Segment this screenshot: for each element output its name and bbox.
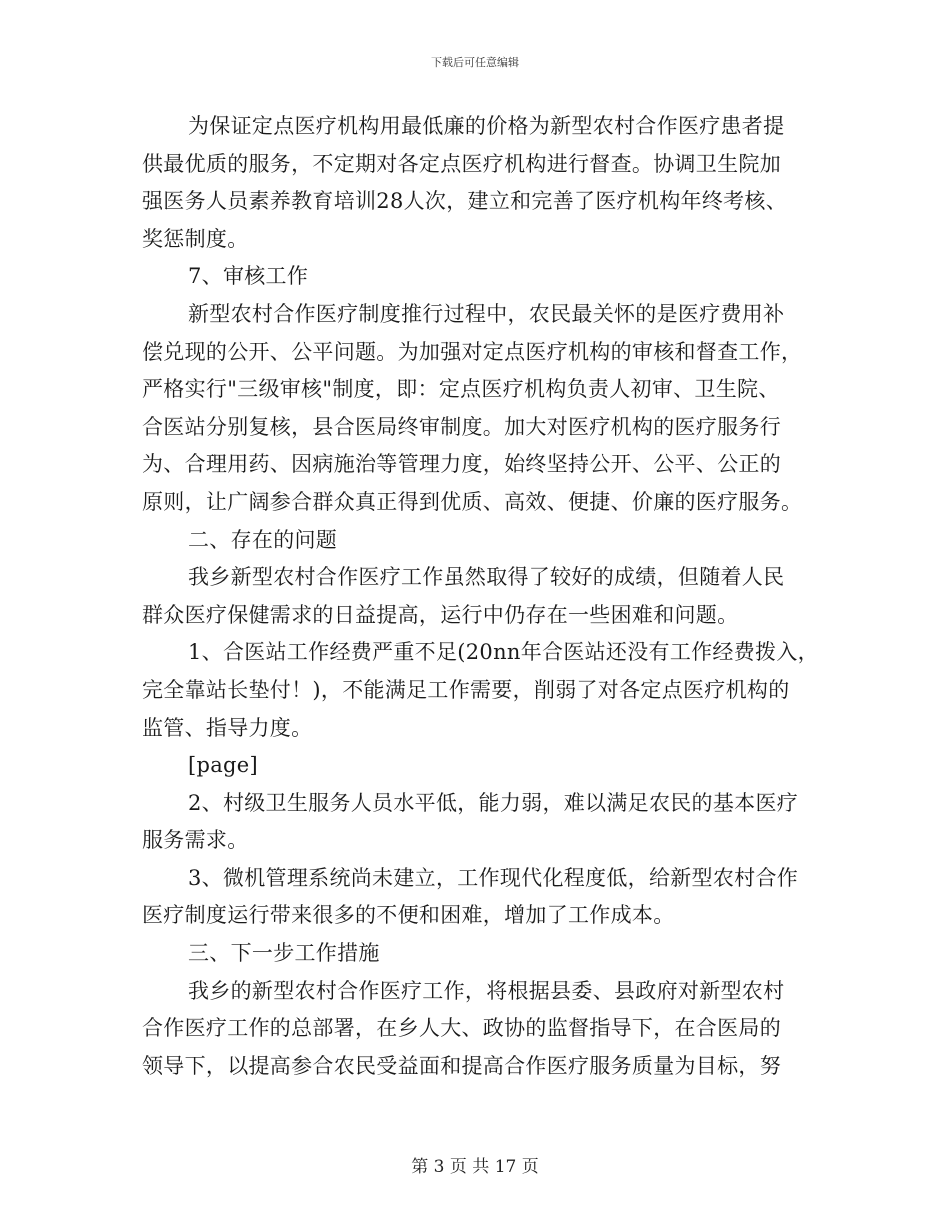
- text-line: 新型农村合作医疗制度推行过程中，农民最关怀的是医疗费用补: [188, 301, 785, 326]
- text-line: 二、存在的问题: [188, 527, 338, 552]
- text-line: 服务需求。: [142, 828, 249, 853]
- text-line: 我乡新型农村合作医疗工作虽然取得了较好的成绩，但随着人民: [188, 565, 785, 590]
- text-line: 群众医疗保健需求的日益提高，运行中仍存在一些困难和问题。: [142, 602, 739, 627]
- text-line: 2、村级卫生服务人员水平低，能力弱，难以满足农民的基本医疗: [188, 790, 799, 815]
- text-line: 偿兑现的公开、公平问题。为加强对定点医疗机构的审核和督查工作，: [142, 339, 803, 364]
- text-line: 奖惩制度。: [142, 226, 249, 251]
- text-line: 合医站分别复核，县合医局终审制度。加大对医疗机构的医疗服务行: [142, 414, 781, 439]
- text-line: 医疗制度运行带来很多的不便和困难，增加了工作成本。: [142, 903, 675, 928]
- page-number-footer: 第 3 页 共 17 页: [411, 1157, 539, 1177]
- text-line: 完全靠站长垫付！)，不能满足工作需要，削弱了对各定点医疗机构的: [142, 677, 790, 702]
- text-line: 供最优质的服务，不定期对各定点医疗机构进行督查。协调卫生院加: [142, 151, 781, 176]
- text-line: 1、合医站工作经费严重不足(20nn年合医站还没有工作经费拨入，: [188, 640, 819, 665]
- text-line: 为、合理用药、因病施治等管理力度，始终坚持公开、公平、公正的: [142, 452, 781, 477]
- text-line: 合作医疗工作的总部署，在乡人大、政协的监督指导下，在合医局的: [142, 1016, 781, 1041]
- text-line: 我乡的新型农村合作医疗工作，将根据县委、县政府对新型农村: [188, 978, 785, 1003]
- text-line: 监管、指导力度。: [142, 715, 313, 740]
- document-body: [142, 108, 819, 1085]
- text-line: 三、下一步工作措施: [188, 941, 380, 966]
- text-line: 领导下，以提高参合农民受益面和提高合作医疗服务质量为目标，努: [142, 1053, 781, 1078]
- text-line: 严格实行"三级审核"制度，即：定点医疗机构负责人初审、卫生院、: [142, 377, 780, 402]
- text-line: [page]: [188, 753, 259, 778]
- text-line: 强医务人员素养教育培训28人次，建立和完善了医疗机构年终考核、: [142, 189, 788, 214]
- page-header-note: 下载后可任意编辑: [431, 56, 519, 69]
- text-line: 原则，让广阔参合群众真正得到优质、高效、便捷、价廉的医疗服务。: [142, 489, 803, 514]
- text-line: 为保证定点医疗机构用最低廉的价格为新型农村合作医疗患者提: [188, 114, 785, 138]
- text-line: 7、审核工作: [188, 264, 309, 289]
- text-line: 3、微机管理系统尚未建立，工作现代化程度低，给新型农村合作: [188, 865, 799, 890]
